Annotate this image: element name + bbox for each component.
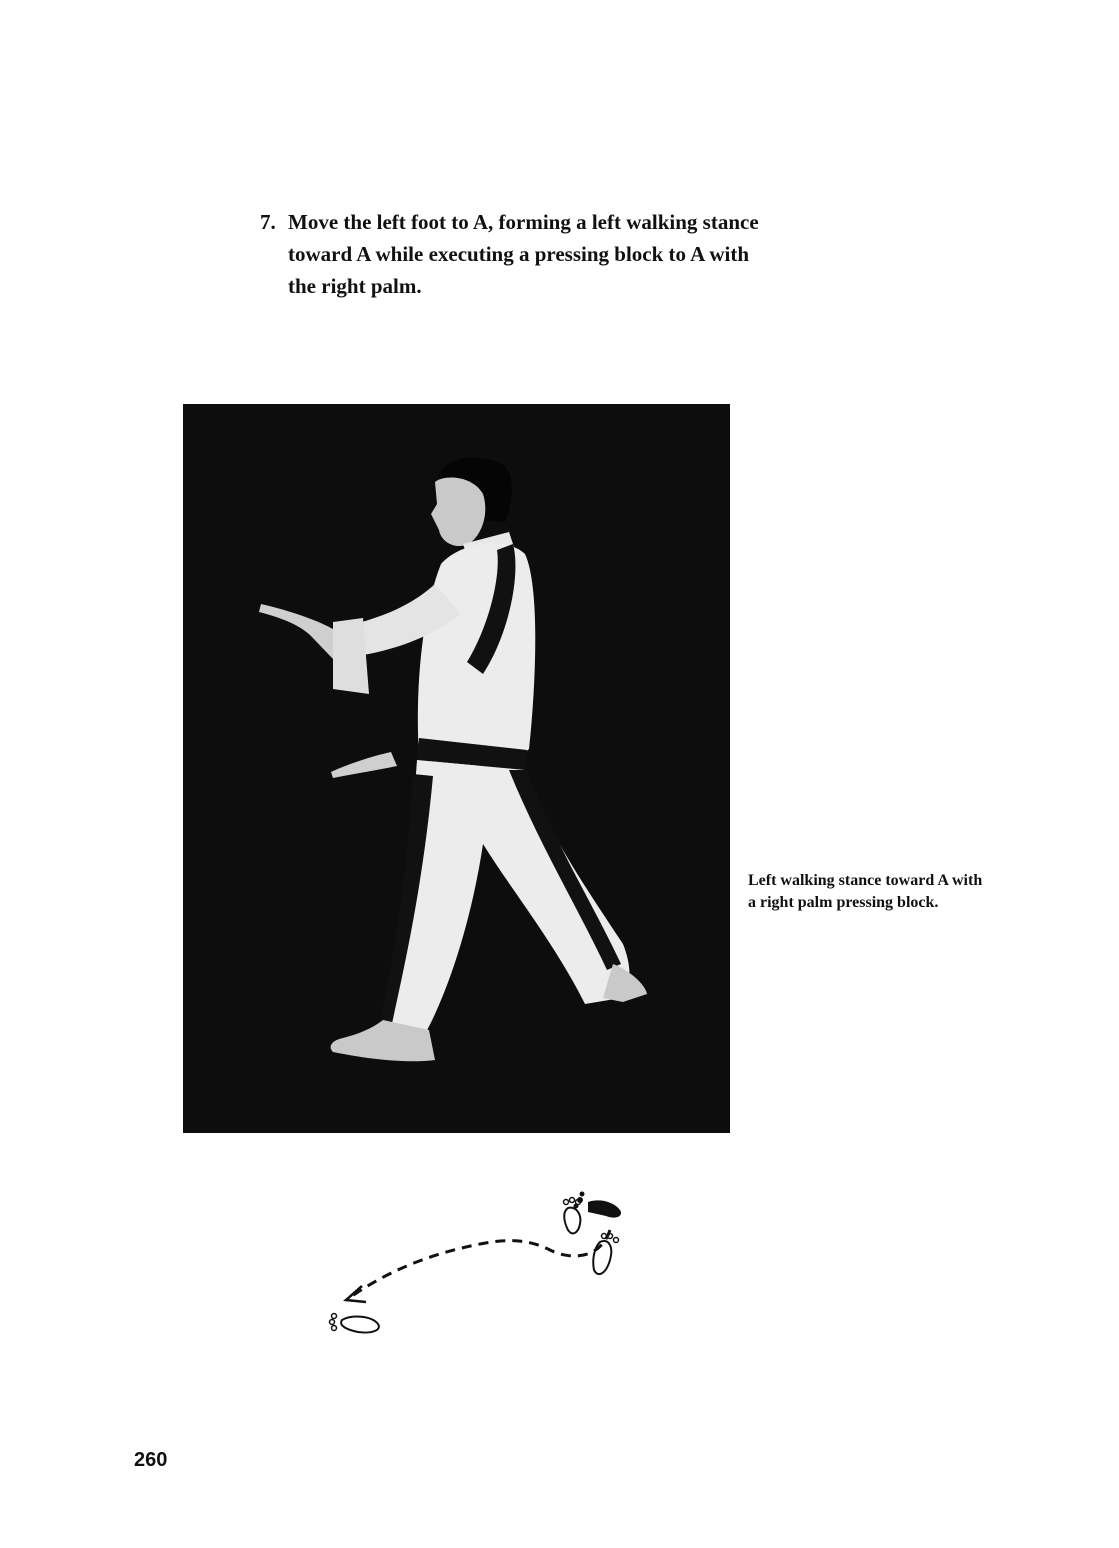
page-number: 260 [134, 1449, 168, 1471]
photo-caption [748, 870, 1108, 914]
movement-path [352, 1230, 610, 1296]
footprint-outline-icon [564, 1198, 581, 1234]
instruction-line-3: the right palm. [288, 274, 422, 298]
stance-photo [183, 404, 730, 1133]
caption-line-2: a right palm pressing block. [748, 894, 939, 911]
martial-artist-figure [183, 404, 730, 1133]
instruction-text [260, 206, 900, 302]
step-number: 7. [260, 210, 276, 234]
instruction-line-1: 7. Move the left foot to A, forming a left walking stance [260, 206, 900, 238]
footprint-outline-icon [593, 1234, 618, 1275]
footprint-filled-icon [574, 1192, 622, 1218]
instruction-line-2: toward A while executing a pressing block to A with [288, 242, 750, 266]
footprint-outline-icon [330, 1314, 379, 1333]
caption-line-1: Left walking stance toward A with [748, 872, 983, 889]
footstep-diagram [310, 1180, 650, 1350]
